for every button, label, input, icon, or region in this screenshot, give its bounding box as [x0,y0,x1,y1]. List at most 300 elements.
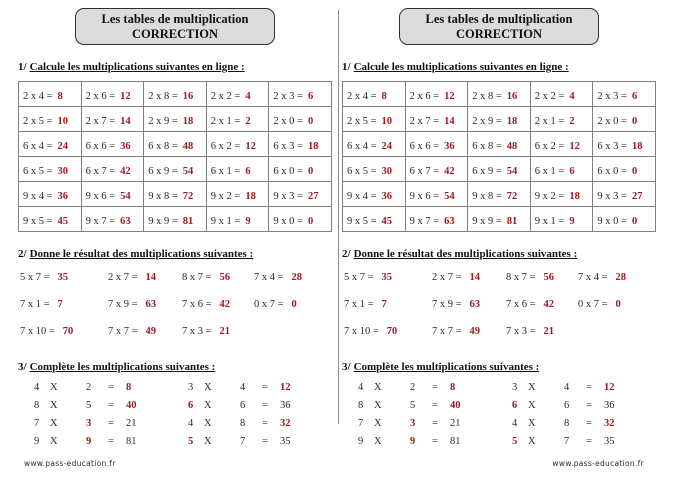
multiplication-expression: 2 x 4 = [347,91,377,102]
multiplication-expression: 2 x 2 = [534,91,565,102]
table-cell [531,107,594,132]
multiplication-answer: 9 [569,216,575,227]
multiplication-answer: 49 [469,326,481,337]
results-item [108,318,182,345]
results-item [506,318,578,345]
multiplication-expression: 2 x 3 = [597,91,627,102]
table-cell [207,82,270,107]
completion-column-left [358,378,484,450]
multiplication-answer: 16 [506,91,518,102]
section-3-title: Complète les multiplications suivantes : [29,361,216,373]
table-cell [468,157,531,182]
table-cell [343,82,406,107]
multiplication-answer: 54 [120,191,131,202]
times-symbol: X [374,435,382,447]
table-cell [82,132,145,157]
multiplication-answer: 72 [506,191,518,202]
page-title-line1: Les tables de multiplication [425,12,573,26]
table-cell [19,157,82,182]
times-symbol: X [374,381,382,393]
multiplication-expression: 6 x 3 = [597,141,627,152]
equals-symbol: = [108,381,114,393]
results-item [344,318,432,345]
times-symbol: X [204,399,212,411]
multiplication-expression: 0 x 7 = [254,299,284,310]
multiplication-expression: 9 x 5 = [23,216,53,227]
multiplication-answer: 12 [120,91,131,102]
table-cell [19,132,82,157]
results-item [254,291,332,318]
multiplication-expression: 8 x 7 = [506,272,536,283]
operand-a: 5 [188,435,194,447]
multiplication-answer: 56 [543,272,555,283]
multiplication-expression: 2 x 0 = [597,116,627,127]
result-value: 12 [604,381,615,393]
results-item [506,291,578,318]
multiplication-answer: 0 [291,299,297,310]
multiplication-answer: 18 [569,191,580,202]
multiplication-expression: 6 x 3 = [273,141,303,152]
table-cell [207,182,270,207]
multiplication-answer: 18 [245,191,256,202]
equals-symbol: = [586,399,592,411]
multiplication-answer: 2 [245,116,251,127]
multiplication-answer: 27 [631,191,643,202]
table-cell [82,82,145,107]
times-symbol: X [374,417,382,429]
table-cell [531,157,594,182]
table-cell [269,182,332,207]
multiplication-expression: 6 x 8 = [472,141,502,152]
equals-symbol: = [586,417,592,429]
completion-columns [18,378,332,450]
multiplication-expression: 9 x 5 = [347,216,377,227]
section-3-number: 3/ [18,361,27,373]
table-cell [468,182,531,207]
table-cell [343,182,406,207]
multiplication-answer: 81 [506,216,518,227]
operand-a: 6 [188,399,194,411]
table-cell [144,207,207,232]
results-item [20,291,108,318]
multiplication-answer: 24 [381,141,393,152]
operand-a: 3 [512,381,518,393]
page-content [342,8,656,468]
page-title-line2: CORRECTION [455,26,543,41]
result-value: 21 [126,417,137,429]
completion-row [188,414,314,432]
table-cell [593,82,656,107]
multiplication-expression: 7 x 9 = [108,299,138,310]
result-value: 35 [604,435,615,447]
completion-row [512,378,638,396]
website-url: www.pass-education.fr [24,459,116,468]
multiplication-expression: 2 x 1 = [210,116,241,127]
multiplication-answer: 18 [182,116,194,127]
multiplication-expression: 7 x 4 = [254,272,284,283]
operand-b: 7 [564,435,570,447]
multiplication-answer: 54 [182,166,194,177]
multiplication-expression: 8 x 7 = [182,272,212,283]
table-cell [593,157,656,182]
equals-symbol: = [432,417,438,429]
section-3-heading [18,361,332,373]
multiplication-expression: 2 x 9 = [472,116,502,127]
multiplication-expression: 7 x 1 = [344,299,374,310]
times-symbol: X [50,381,58,393]
results-item [254,264,332,291]
equals-symbol: = [432,435,438,447]
multiplication-answer: 45 [57,216,69,227]
table-cell [593,182,656,207]
completion-row [188,396,314,414]
multiplication-expression: 9 x 7 = [409,216,440,227]
completion-row [512,432,638,450]
operand-a: 4 [188,417,194,429]
multiplication-answer: 49 [145,326,157,337]
multiplication-expression: 2 x 1 = [534,116,565,127]
multiplication-expression: 5 x 7 = [20,272,50,283]
multiplication-answer: 0 [307,166,314,177]
times-symbol: X [204,381,212,393]
section-3-number: 3/ [342,361,351,373]
completion-row [188,378,314,396]
multiplication-answer: 14 [444,116,455,127]
multiplication-answer: 7 [57,299,63,310]
times-symbol: X [528,417,536,429]
table-cell [406,132,469,157]
multiplication-expression: 2 x 7 = [85,116,116,127]
multiplication-expression: 2 x 6 = [409,91,440,102]
operand-b: 6 [564,399,570,411]
table-cell [531,82,594,107]
table-cell [19,182,82,207]
table-cell [207,132,270,157]
completion-row [358,378,484,396]
multiplication-expression: 6 x 5 = [23,166,53,177]
multiplication-answer: 70 [386,326,398,337]
operand-a: 8 [34,399,40,411]
table-cell [343,132,406,157]
result-value: 8 [450,381,456,393]
operand-b: 7 [240,435,246,447]
multiplication-expression: 6 x 6 = [85,141,116,152]
table-cell [269,207,332,232]
result-value: 36 [280,399,291,411]
multiplication-expression: 9 x 2 = [210,191,241,202]
operand-b: 5 [410,399,416,411]
multiplication-expression: 7 x 3 = [182,326,212,337]
multiplication-answer: 42 [219,299,231,310]
multiplication-answer: 81 [182,216,194,227]
section-2-title: Donne le résultat des multiplications suivantes : [29,248,254,260]
times-symbol: X [204,417,212,429]
multiplication-answer: 0 [307,216,314,227]
multiplication-grid [342,81,656,232]
results-item [432,318,506,345]
multiplication-answer: 28 [615,272,627,283]
multiplication-answer: 54 [506,166,518,177]
results-item [432,264,506,291]
multiplication-expression: 6 x 8 = [148,141,178,152]
operand-b: 9 [86,435,92,447]
section-1-number: 1/ [342,61,351,73]
multiplication-expression: 2 x 9 = [148,116,178,127]
multiplication-expression: 9 x 3 = [273,191,303,202]
result-value: 81 [126,435,137,447]
multiplication-expression: 2 x 7 = [108,272,138,283]
times-symbol: X [528,399,536,411]
multiplication-answer: 4 [245,91,251,102]
equals-symbol: = [262,381,268,393]
operand-a: 4 [512,417,518,429]
equals-symbol: = [262,435,268,447]
table-cell [406,157,469,182]
multiplication-expression: 9 x 7 = [85,216,116,227]
completion-row [512,414,638,432]
title-box [399,8,599,45]
table-cell [19,82,82,107]
multiplication-expression: 2 x 7 = [409,116,440,127]
title-box [75,8,275,45]
multiplication-expression: 9 x 0 = [597,216,627,227]
multiplication-answer: 63 [145,299,157,310]
table-cell [144,132,207,157]
completion-column-right [188,378,314,450]
multiplication-expression: 7 x 10 = [20,326,55,337]
multiplication-expression: 2 x 0 = [273,116,303,127]
operand-b: 5 [86,399,92,411]
multiplication-answer: 6 [307,91,314,102]
operand-b: 2 [86,381,92,393]
multiplication-answer: 30 [57,166,69,177]
multiplication-expression: 2 x 3 = [273,91,303,102]
times-symbol: X [50,399,58,411]
multiplication-answer: 63 [444,216,455,227]
operand-a: 7 [358,417,364,429]
results-item [432,291,506,318]
multiplication-expression: 9 x 6 = [85,191,116,202]
table-cell [406,82,469,107]
page-title-line2: CORRECTION [131,26,219,41]
multiplication-expression: 2 x 4 = [23,91,53,102]
multiplication-expression: 6 x 0 = [273,166,303,177]
equals-symbol: = [432,381,438,393]
multiplication-answer: 30 [381,166,393,177]
multiplication-expression: 6 x 9 = [472,166,502,177]
multiplication-answer: 16 [182,91,194,102]
operand-b: 3 [86,417,92,429]
section-2-title: Donne le résultat des multiplications suivantes : [353,248,578,260]
multiplication-answer: 36 [120,141,131,152]
table-cell [82,157,145,182]
times-symbol: X [374,399,382,411]
table-cell [531,182,594,207]
multiplication-answer: 21 [219,326,231,337]
multiplication-expression: 7 x 6 = [182,299,212,310]
multiplication-expression: 9 x 9 = [472,216,502,227]
table-cell [531,207,594,232]
results-item [506,264,578,291]
equals-symbol: = [586,381,592,393]
table-cell [593,207,656,232]
result-value: 21 [450,417,461,429]
multiplication-answer: 36 [381,191,393,202]
multiplication-answer: 24 [57,141,69,152]
operand-b: 2 [410,381,416,393]
multiplication-expression: 2 x 7 = [432,272,462,283]
result-value: 8 [126,381,132,393]
table-cell [468,107,531,132]
completion-columns [342,378,656,450]
section-1-number: 1/ [18,61,27,73]
multiplication-expression: 2 x 8 = [472,91,502,102]
page-content [18,8,332,468]
multiplication-expression: 9 x 6 = [409,191,440,202]
operand-a: 9 [358,435,364,447]
multiplication-answer: 0 [631,116,638,127]
times-symbol: X [204,435,212,447]
table-cell [269,157,332,182]
table-cell [207,157,270,182]
times-symbol: X [528,381,536,393]
multiplication-answer: 10 [381,116,393,127]
result-value: 36 [604,399,615,411]
multiplication-answer: 35 [57,272,69,283]
operand-a: 3 [188,381,194,393]
multiplication-answer: 70 [62,326,74,337]
multiplication-answer: 14 [145,272,157,283]
multiplication-answer: 12 [569,141,580,152]
multiplication-answer: 0 [615,299,621,310]
results-item [578,291,656,318]
multiplication-expression: 6 x 1 = [210,166,241,177]
multiplication-answer: 42 [444,166,455,177]
section-1-heading [18,61,332,73]
results-item [578,264,656,291]
table-cell [19,207,82,232]
multiplication-expression: 9 x 2 = [534,191,565,202]
table-cell [207,207,270,232]
completion-row [34,378,160,396]
section-2-heading [342,248,656,260]
completion-row [358,414,484,432]
table-cell [269,107,332,132]
multiplication-answer: 12 [245,141,256,152]
section-1-title: Calcule les multiplications suivantes en ligne : [353,61,569,73]
table-cell [406,107,469,132]
table-cell [468,207,531,232]
result-value: 32 [280,417,291,429]
multiplication-answer: 8 [57,91,63,102]
table-cell [531,132,594,157]
multiplication-answer: 72 [182,191,194,202]
operand-a: 4 [358,381,364,393]
table-cell [144,107,207,132]
equals-symbol: = [108,435,114,447]
multiplication-grid [18,81,332,232]
result-value: 32 [604,417,615,429]
multiplication-answer: 7 [381,299,387,310]
table-cell [343,157,406,182]
table-cell [406,207,469,232]
results-item [108,291,182,318]
multiplication-answer: 45 [381,216,393,227]
results-item [344,264,432,291]
operand-a: 5 [512,435,518,447]
section-2-heading [18,248,332,260]
worksheet-page [0,0,339,480]
multiplication-answer: 8 [381,91,387,102]
results-item [20,264,108,291]
completion-row [34,414,160,432]
multiplication-expression: 9 x 8 = [148,191,178,202]
multiplication-expression: 6 x 7 = [409,166,440,177]
multiplication-expression: 6 x 7 = [85,166,116,177]
multiplication-expression: 6 x 5 = [347,166,377,177]
multiplication-expression: 7 x 3 = [506,326,536,337]
multiplication-answer: 0 [631,166,638,177]
results-item [182,264,254,291]
multiplication-expression: 9 x 3 = [597,191,627,202]
operand-b: 9 [410,435,416,447]
equals-symbol: = [262,399,268,411]
completion-row [34,432,160,450]
multiplication-answer: 0 [631,216,638,227]
table-cell [82,107,145,132]
multiplication-answer: 28 [291,272,303,283]
multiplication-expression: 5 x 7 = [344,272,374,283]
section-3-title: Complète les multiplications suivantes : [353,361,540,373]
operand-b: 3 [410,417,416,429]
table-cell [406,182,469,207]
section-3-heading [342,361,656,373]
operand-a: 6 [512,399,518,411]
multiplication-answer: 0 [307,116,314,127]
multiplication-expression: 6 x 9 = [148,166,178,177]
multiplication-answer: 18 [506,116,518,127]
multiplication-expression: 6 x 4 = [347,141,377,152]
table-cell [144,157,207,182]
multiplication-answer: 48 [506,141,518,152]
results-item [20,318,108,345]
multiplication-answer: 6 [631,91,638,102]
table-cell [144,182,207,207]
table-cell [82,207,145,232]
completion-row [34,396,160,414]
multiplication-expression: 9 x 0 = [273,216,303,227]
table-cell [269,82,332,107]
multiplication-answer: 36 [57,191,69,202]
completion-row [188,432,314,450]
operand-b: 8 [564,417,570,429]
multiplication-answer: 9 [245,216,251,227]
multiplication-expression: 2 x 6 = [85,91,116,102]
table-cell [593,107,656,132]
multiplication-answer: 2 [569,116,575,127]
times-symbol: X [50,417,58,429]
section-1-heading [342,61,656,73]
page-title-line1: Les tables de multiplication [101,12,249,26]
website-url: www.pass-education.fr [552,459,644,468]
table-cell [19,107,82,132]
operand-b: 4 [564,381,570,393]
operand-b: 4 [240,381,246,393]
multiplication-expression: 6 x 2 = [210,141,241,152]
multiplication-expression: 7 x 7 = [432,326,462,337]
multiplication-expression: 2 x 2 = [210,91,241,102]
multiplication-answer: 63 [120,216,131,227]
